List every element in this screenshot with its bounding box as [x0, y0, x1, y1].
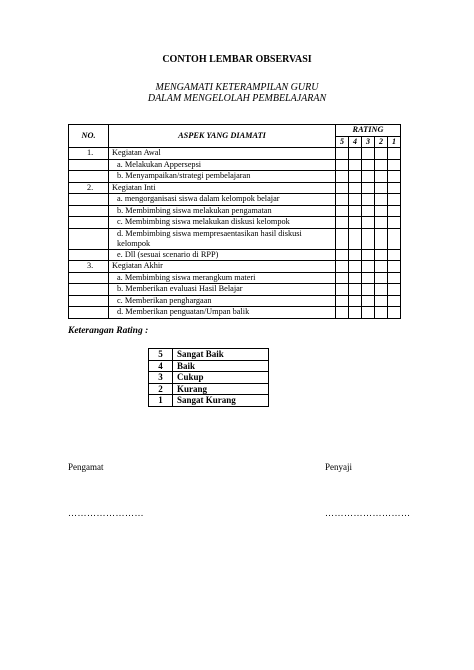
table-row	[69, 171, 401, 183]
row-number	[69, 284, 109, 296]
row-number	[69, 194, 109, 206]
rating-cell[interactable]	[375, 228, 388, 249]
rating-cell[interactable]	[362, 284, 375, 296]
rating-cell[interactable]	[362, 249, 375, 261]
rating-cell[interactable]	[375, 284, 388, 296]
rating-cell[interactable]	[349, 307, 362, 319]
row-aspect: b. Menyampaikan/strategi pembelajaran	[109, 171, 336, 183]
legend-row	[149, 395, 269, 407]
rating-col-1: 1	[388, 136, 401, 148]
table-row	[69, 284, 401, 296]
row-aspect: c. Memberikan penghargaan	[109, 295, 336, 307]
rating-cell[interactable]	[349, 171, 362, 183]
rating-cell[interactable]	[336, 217, 349, 229]
legend-row	[149, 372, 269, 384]
row-aspect: d. Membimbing siswa mempresaentasikan hasil diskusi kelompok	[109, 228, 336, 249]
row-number	[69, 171, 109, 183]
table-row	[69, 228, 401, 249]
row-aspect: a. Membimbing siswa merangkum materi	[109, 272, 336, 284]
table-row	[69, 307, 401, 319]
rating-cell[interactable]	[375, 217, 388, 229]
rating-cell[interactable]	[388, 307, 401, 319]
rating-cell[interactable]	[375, 171, 388, 183]
table-row	[69, 217, 401, 229]
legend-value: 2	[149, 383, 173, 395]
rating-cell[interactable]	[375, 295, 388, 307]
rating-cell[interactable]	[349, 159, 362, 171]
rating-cell[interactable]	[388, 148, 401, 160]
rating-cell[interactable]	[349, 284, 362, 296]
rating-cell[interactable]	[336, 249, 349, 261]
rating-cell[interactable]	[349, 217, 362, 229]
rating-cell[interactable]	[336, 159, 349, 171]
rating-col-4: 4	[349, 136, 362, 148]
row-number: 3.	[69, 261, 109, 273]
rating-cell[interactable]	[388, 217, 401, 229]
row-aspect: b. Membimbing siswa melakukan pengamatan	[109, 205, 336, 217]
legend-label: Sangat Kurang	[173, 395, 269, 407]
row-aspect: e. Dll (sesuai scenario di RPP)	[109, 249, 336, 261]
rating-cell[interactable]	[362, 228, 375, 249]
table-row	[69, 205, 401, 217]
header-no: NO.	[69, 125, 109, 148]
rating-cell[interactable]	[362, 182, 375, 194]
rating-cell[interactable]	[375, 261, 388, 273]
row-number	[69, 272, 109, 284]
legend-title: Keterangan Rating :	[68, 326, 149, 336]
rating-cell[interactable]	[375, 205, 388, 217]
rating-cell[interactable]	[362, 307, 375, 319]
rating-cell[interactable]	[388, 159, 401, 171]
rating-cell[interactable]	[336, 148, 349, 160]
observer-signature-line[interactable]: ……………………	[68, 508, 144, 518]
rating-cell[interactable]	[362, 295, 375, 307]
row-number	[69, 159, 109, 171]
row-aspect: Kegiatan Awal	[109, 148, 336, 160]
document-subtitle-line2: DALAM MENGELOLAH PEMBELAJARAN	[147, 93, 327, 104]
rating-cell[interactable]	[362, 205, 375, 217]
legend-label: Kurang	[173, 383, 269, 395]
rating-cell[interactable]	[349, 182, 362, 194]
table-row	[69, 148, 401, 160]
rating-cell[interactable]	[388, 171, 401, 183]
rating-cell[interactable]	[349, 148, 362, 160]
rating-cell[interactable]	[388, 261, 401, 273]
rating-cell[interactable]	[388, 249, 401, 261]
rating-cell[interactable]	[375, 307, 388, 319]
rating-cell[interactable]	[375, 249, 388, 261]
row-number: 1.	[69, 148, 109, 160]
observation-table	[68, 124, 401, 319]
rating-cell[interactable]	[388, 295, 401, 307]
rating-cell[interactable]	[336, 261, 349, 273]
rating-cell[interactable]	[336, 194, 349, 206]
rating-cell[interactable]	[336, 171, 349, 183]
row-aspect: a. Melakukan Appersepsi	[109, 159, 336, 171]
row-number	[69, 295, 109, 307]
legend-label: Sangat Baik	[173, 349, 269, 361]
rating-cell[interactable]	[349, 261, 362, 273]
rating-col-2: 2	[375, 136, 388, 148]
rating-cell[interactable]	[349, 295, 362, 307]
rating-cell[interactable]	[336, 205, 349, 217]
rating-cell[interactable]	[336, 272, 349, 284]
legend-value: 5	[149, 349, 173, 361]
rating-cell[interactable]	[388, 272, 401, 284]
table-row	[69, 272, 401, 284]
table-row	[69, 159, 401, 171]
legend-row	[149, 349, 269, 361]
rating-cell[interactable]	[362, 148, 375, 160]
row-aspect: Kegiatan Inti	[109, 182, 336, 194]
header-aspect: ASPEK YANG DIAMATI	[109, 125, 336, 148]
rating-legend-table	[148, 348, 269, 407]
legend-value: 1	[149, 395, 173, 407]
rating-cell[interactable]	[375, 182, 388, 194]
legend-row	[149, 383, 269, 395]
rating-cell[interactable]	[362, 261, 375, 273]
rating-cell[interactable]	[349, 249, 362, 261]
rating-cell[interactable]	[388, 205, 401, 217]
legend-label: Baik	[173, 360, 269, 372]
row-number	[69, 217, 109, 229]
table-row	[69, 182, 401, 194]
legend-row	[149, 360, 269, 372]
rating-cell[interactable]	[336, 295, 349, 307]
rating-cell[interactable]	[349, 272, 362, 284]
observer-label: Pengamat	[68, 462, 104, 472]
rating-cell[interactable]	[375, 159, 388, 171]
presenter-label: Penyaji	[325, 462, 352, 472]
table-row	[69, 194, 401, 206]
row-number	[69, 228, 109, 249]
rating-cell[interactable]	[375, 148, 388, 160]
rating-cell[interactable]	[362, 171, 375, 183]
rating-cell[interactable]	[362, 194, 375, 206]
rating-cell[interactable]	[349, 228, 362, 249]
rating-cell[interactable]	[336, 284, 349, 296]
rating-cell[interactable]	[349, 194, 362, 206]
rating-cell[interactable]	[336, 307, 349, 319]
rating-cell[interactable]	[388, 182, 401, 194]
rating-cell[interactable]	[388, 228, 401, 249]
row-number	[69, 205, 109, 217]
table-row	[69, 295, 401, 307]
rating-cell[interactable]	[362, 159, 375, 171]
table-row	[69, 249, 401, 261]
rating-cell[interactable]	[388, 194, 401, 206]
row-aspect: d. Memberikan penguatan/Umpan balik	[109, 307, 336, 319]
document-subtitle-line1: MENGAMATI KETERAMPILAN GURU	[155, 82, 319, 93]
rating-cell[interactable]	[375, 272, 388, 284]
rating-cell[interactable]	[362, 217, 375, 229]
row-aspect: a. mengorganisasi siswa dalam kelompok belajar	[109, 194, 336, 206]
row-aspect: Kegiatan Akhir	[109, 261, 336, 273]
legend-label: Cukup	[173, 372, 269, 384]
legend-value: 3	[149, 372, 173, 384]
header-rating: RATING	[336, 125, 401, 137]
rating-cell[interactable]	[362, 272, 375, 284]
rating-cell[interactable]	[388, 284, 401, 296]
row-aspect: c. Membimbing siswa melakukan diskusi kelompok	[109, 217, 336, 229]
rating-cell[interactable]	[336, 182, 349, 194]
rating-col-5: 5	[336, 136, 349, 148]
document-title: CONTOH LEMBAR OBSERVASI	[162, 54, 312, 65]
row-number	[69, 307, 109, 319]
row-number	[69, 249, 109, 261]
row-number: 2.	[69, 182, 109, 194]
rating-col-3: 3	[362, 136, 375, 148]
presenter-signature-line[interactable]: ………………………	[325, 508, 411, 518]
rating-cell[interactable]	[349, 205, 362, 217]
row-aspect: b. Memberikan evaluasi Hasil Belajar	[109, 284, 336, 296]
rating-cell[interactable]	[375, 194, 388, 206]
rating-cell[interactable]	[336, 228, 349, 249]
table-row	[69, 261, 401, 273]
legend-value: 4	[149, 360, 173, 372]
